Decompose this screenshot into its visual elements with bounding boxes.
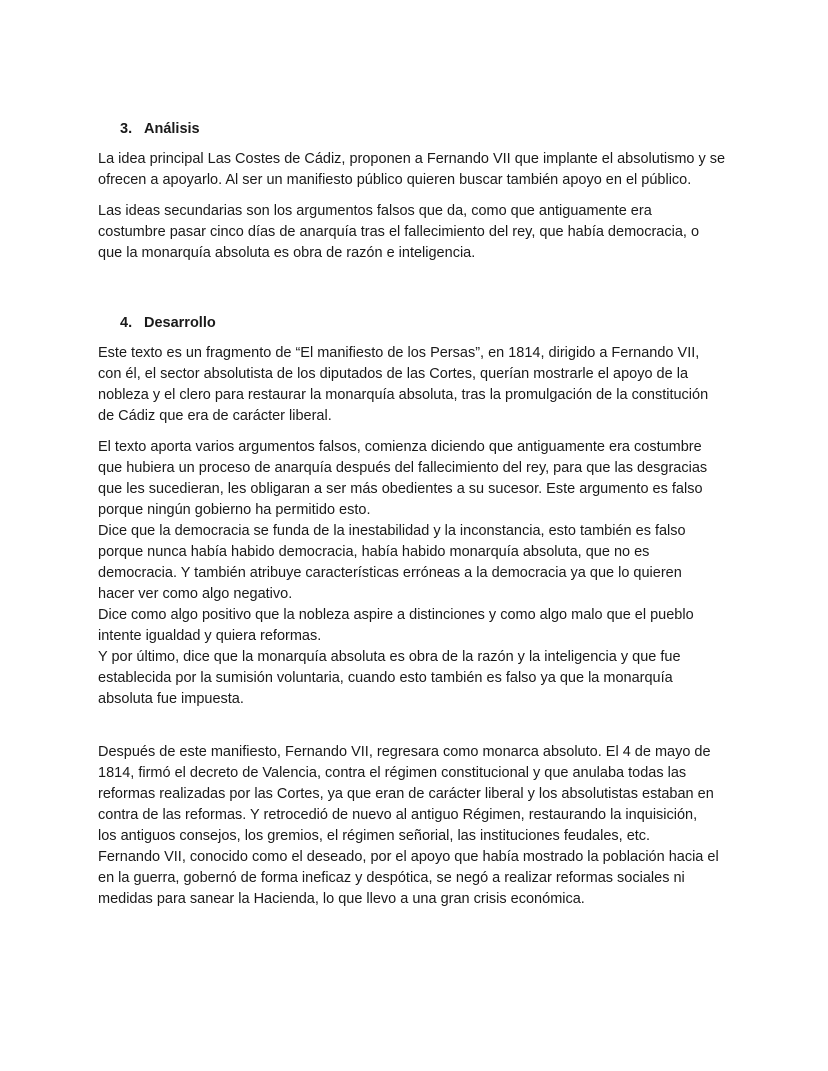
text-line: Fernando VII, conocido como el deseado, por el apoyo que había mostrado la población hacia el: [98, 849, 719, 865]
text-line: Y por último, dice que la monarquía absoluta es obra de la razón y la inteligencia y que fue: [98, 649, 681, 665]
section-analisis: [98, 119, 738, 274]
paragraph: [98, 437, 738, 710]
text-line: hacer ver como algo negativo.: [98, 586, 293, 602]
section-desarrollo: [98, 313, 738, 920]
text-line: 1814, firmó el decreto de Valencia, contra el régimen constitucional y que anulaba todas las: [98, 765, 687, 781]
section-title: Análisis: [144, 121, 200, 137]
text-line: democracia. Y también atribuye características erróneas a la democracia ya que lo quieren: [98, 565, 682, 581]
text-line: El texto aporta varios argumentos falsos, comienza diciendo que antiguamente era costumbre: [98, 439, 702, 455]
text-line: ofrecen a apoyarlo. Al ser un manifiesto público quieren buscar también apoyo en el público.: [98, 172, 692, 188]
text-line: absoluta fue impuesta.: [98, 691, 244, 707]
section-number: 3.: [120, 121, 133, 137]
text-line: porque nunca había habido democracia, había habido monarquía absoluta, que no es: [98, 544, 650, 560]
text-line: nobleza y el clero para restaurar la monarquía absoluta, tras la promulgación de la constitución: [98, 387, 709, 403]
paragraph-gap: [98, 720, 738, 742]
text-line: Dice que la democracia se funda de la inestabilidad y la inconstancia, esto también es falso: [98, 523, 686, 539]
text-line: de Cádiz que era de carácter liberal.: [98, 408, 332, 424]
text-line: que les sucedieran, les obligaran a ser más obedientes a su sucesor. Este argumento es falso: [98, 481, 703, 497]
text-line: costumbre pasar cinco días de anarquía tras el fallecimiento del rey, que había democracia, o: [98, 224, 700, 240]
text-line: contra de las reformas. Y retrocedió de nuevo al antiguo Régimen, restaurando la inquisición,: [98, 807, 698, 823]
text-line: Después de este manifiesto, Fernando VII, regresara como monarca absoluto. El 4 de mayo de: [98, 744, 711, 760]
text-line: Dice como algo positivo que la nobleza aspire a distinciones y como algo malo que el pueblo: [98, 607, 694, 623]
paragraph: [98, 149, 738, 191]
section-heading: [98, 119, 738, 139]
text-line: intente igualdad y quiera reformas.: [98, 628, 322, 644]
section-number: 4.: [120, 315, 133, 331]
text-line: porque ningún gobierno ha permitido esto.: [98, 502, 371, 518]
paragraph: [98, 343, 738, 427]
text-line: Las ideas secundarias son los argumentos falsos que da, como que antiguamente era: [98, 203, 652, 219]
section-title: Desarrollo: [144, 315, 216, 331]
text-line: La idea principal Las Costes de Cádiz, proponen a Fernando VII que implante el absolutismo y se: [98, 151, 726, 167]
text-line: reformas realizadas por las Cortes, ya que eran de carácter liberal y los absolutistas estaban en: [98, 786, 714, 802]
paragraph: [98, 742, 738, 910]
paragraph: [98, 201, 738, 264]
text-line: que hubiera un proceso de anarquía después del fallecimiento del rey, para que las desgracias: [98, 460, 708, 476]
text-line: medidas para sanear la Hacienda, lo que llevo a una gran crisis económica.: [98, 891, 585, 907]
text-line: en la guerra, gobernó de forma ineficaz y despótica, se negó a realizar reformas sociales ni: [98, 870, 685, 886]
text-line: que la monarquía absoluta es obra de razón e inteligencia.: [98, 245, 476, 261]
text-line: los antiguos consejos, los gremios, el régimen señorial, las instituciones feudales, etc.: [98, 828, 651, 844]
text-line: Este texto es un fragmento de “El manifiesto de los Persas”, en 1814, dirigido a Fernando VII,: [98, 345, 700, 361]
text-line: establecida por la sumisión voluntaria, cuando esto también es falso ya que la monarquía: [98, 670, 673, 686]
text-line: con él, el sector absolutista de los diputados de las Cortes, querían mostrarle el apoyo de la: [98, 366, 689, 382]
section-heading: [98, 313, 738, 333]
